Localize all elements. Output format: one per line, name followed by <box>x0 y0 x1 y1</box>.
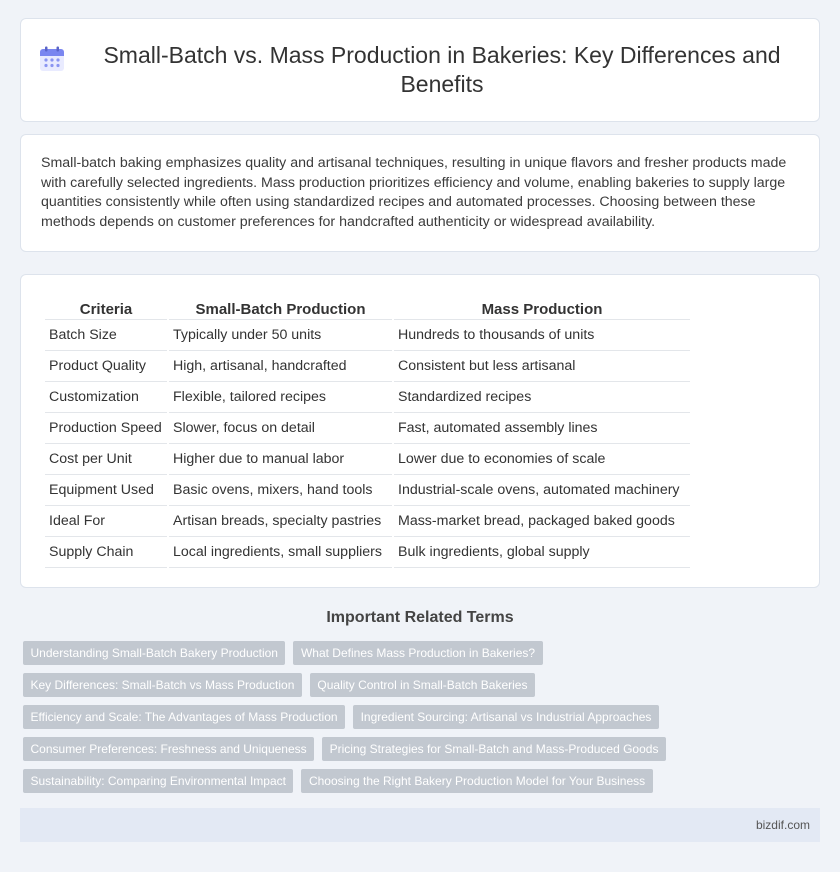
table-cell: Product Quality <box>45 351 167 382</box>
table-cell: Equipment Used <box>45 475 167 506</box>
table-cell: Supply Chain <box>45 537 167 568</box>
table-header-row <box>45 294 690 320</box>
table-row <box>45 506 690 537</box>
summary-text: Small-batch baking emphasizes quality and artisanal techniques, resulting in unique flavors and fresher products made with carefully selected ingredients. Mass production prioritizes efficiency and volume, enabling bakeries to supply large quantities consistently while often using standardized recipes and automated processes. Choosing between these methods depends on customer preferences for handcrafted authenticity or widespread availability. <box>41 155 787 230</box>
table-row <box>45 382 690 413</box>
table-cell: Standardized recipes <box>394 382 690 413</box>
table-cell: Production Speed <box>45 413 167 444</box>
related-term-link[interactable]: Pricing Strategies for Small-Batch and Mass-Produced Goods <box>322 737 666 761</box>
related-term-link[interactable]: Quality Control in Small-Batch Bakeries <box>310 673 535 697</box>
table-cell: Batch Size <box>45 320 167 351</box>
table-cell: Cost per Unit <box>45 444 167 475</box>
related-term-link[interactable]: Ingredient Sourcing: Artisanal vs Industrial Approaches <box>353 705 659 729</box>
related-terms-row <box>23 641 823 665</box>
table-cell: Consistent but less artisanal <box>394 351 690 382</box>
table-cell: Higher due to manual labor <box>169 444 392 475</box>
comparison-table <box>43 294 692 568</box>
table-cell: Basic ovens, mixers, hand tools <box>169 475 392 506</box>
related-terms-heading: Important Related Terms <box>326 609 514 626</box>
table-cell: Local ingredients, small suppliers <box>169 537 392 568</box>
table-cell: Hundreds to thousands of units <box>394 320 690 351</box>
table-cell: Fast, automated assembly lines <box>394 413 690 444</box>
table-row <box>45 413 690 444</box>
table-row <box>45 475 690 506</box>
header-mass-production: Mass Production <box>394 294 690 320</box>
summary-card <box>20 134 820 252</box>
related-term-link[interactable]: What Defines Mass Production in Bakeries? <box>293 641 542 665</box>
related-term-link[interactable]: Consumer Preferences: Freshness and Uniqueness <box>23 737 314 761</box>
table-cell: Flexible, tailored recipes <box>169 382 392 413</box>
related-terms-row <box>23 673 823 697</box>
header-criteria: Criteria <box>45 294 167 320</box>
table-row <box>45 351 690 382</box>
header-small-batch: Small-Batch Production <box>169 294 392 320</box>
related-terms-list <box>23 641 823 801</box>
table-row <box>45 444 690 475</box>
page-title: Small-Batch vs. Mass Production in Bakeries: Key Differences and Benefits <box>103 42 781 97</box>
related-terms-row <box>23 769 823 793</box>
footer-site-link[interactable]: bizdif.com <box>755 818 810 832</box>
table-cell: High, artisanal, handcrafted <box>169 351 392 382</box>
related-terms-row <box>23 705 823 729</box>
table-cell: Typically under 50 units <box>169 320 392 351</box>
table-row <box>45 320 690 351</box>
table-row <box>45 537 690 568</box>
table-cell: Customization <box>45 382 167 413</box>
calendar-icon <box>38 45 66 73</box>
related-term-link[interactable]: Key Differences: Small-Batch vs Mass Production <box>23 673 302 697</box>
table-cell: Industrial-scale ovens, automated machinery <box>394 475 690 506</box>
related-terms-row <box>23 737 823 761</box>
table-cell: Slower, focus on detail <box>169 413 392 444</box>
table-cell: Ideal For <box>45 506 167 537</box>
related-term-link[interactable]: Efficiency and Scale: The Advantages of Mass Production <box>23 705 345 729</box>
related-term-link[interactable]: Understanding Small-Batch Bakery Production <box>23 641 285 665</box>
related-term-link[interactable]: Choosing the Right Bakery Production Model for Your Business <box>301 769 652 793</box>
table-cell: Artisan breads, specialty pastries <box>169 506 392 537</box>
table-cell: Bulk ingredients, global supply <box>394 537 690 568</box>
title-card <box>20 18 820 122</box>
footer <box>20 808 820 842</box>
comparison-table-card <box>20 274 820 588</box>
table-cell: Mass-market bread, packaged baked goods <box>394 506 690 537</box>
related-term-link[interactable]: Sustainability: Comparing Environmental Impact <box>23 769 293 793</box>
table-cell: Lower due to economies of scale <box>394 444 690 475</box>
